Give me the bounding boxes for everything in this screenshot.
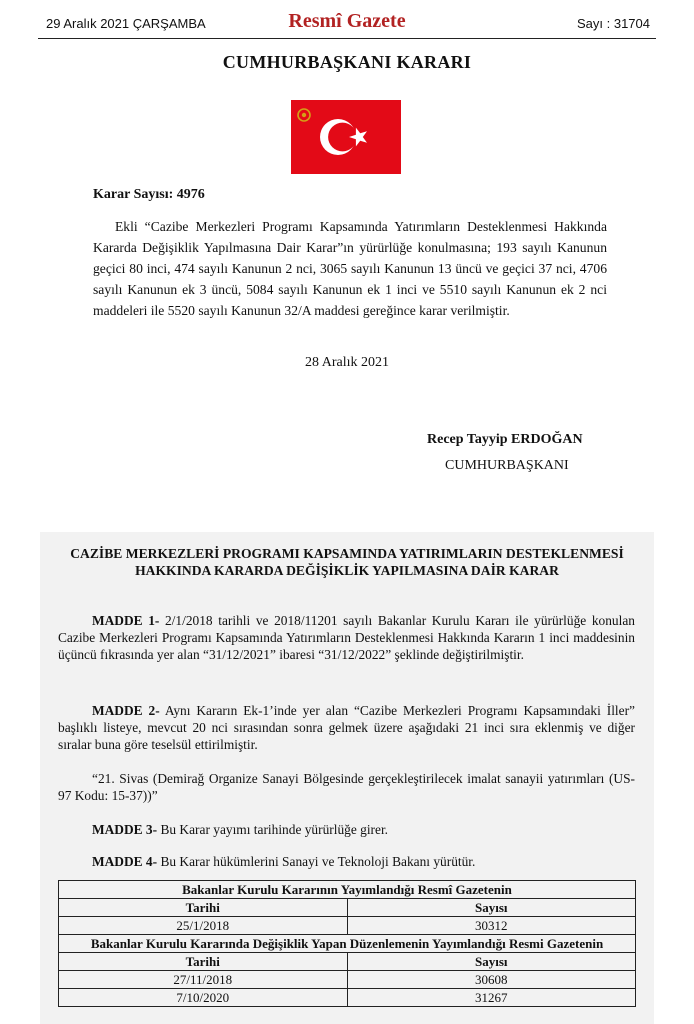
column-header-number: Sayısı — [347, 953, 636, 971]
decision-date: 28 Aralık 2021 — [305, 355, 389, 370]
table-cell-number: 30608 — [347, 971, 636, 989]
article-text: Bu Karar yayımı tarihinde yürürlüğe girer. — [160, 822, 389, 837]
column-header-number: Sayısı — [347, 899, 636, 917]
column-header-date: Tarihi — [59, 953, 348, 971]
article-3 — [58, 821, 635, 838]
table-row — [59, 953, 636, 971]
table-heading: Bakanlar Kurulu Kararının Yayımlandığı Resmî Gazetenin — [59, 881, 636, 899]
article-text: 2/1/2018 tarihli ve 2018/11201 sayılı Bakanlar Kurulu Kararı ile yürürlüğe konulan Cazibe Merkezleri Programı Kapsamında Yatırımların Desteklenmesi Hakkında Kararın 1 inci maddesinin üçüncü fıkrasında yer alan “31/12/2021” ibaresi “31/12/2022” şeklinde değiştirilmiştir. — [58, 613, 635, 662]
table-cell-number: 31267 — [347, 989, 636, 1007]
decree-preamble: Ekli “Cazibe Merkezleri Programı Kapsamında Yatırımların Desteklenmesi Hakkında Kararda Değişiklik Yapılmasına Dair Karar”ın yürürlüğe konulmasına; 193 sayılı Kanunun geçici 80 inci, 474 sayılı Kanunun 2 nci, 3065 sayılı Kanunun 13 üncü ve geçici 37 nci, 4706 sayılı Kanunun ek 3 üncü, 5084 sayılı Kanunun ek 1 inci ve 5510 sayılı Kanunun ek 2 nci maddeleri ile 5520 sayılı Kanunun 32/A maddesi gereğince karar verilmiştir. — [93, 219, 607, 318]
decree-number: Karar Sayısı: 4976 — [93, 187, 205, 202]
table-cell-date: 27/11/2018 — [59, 971, 348, 989]
column-header-date: Tarihi — [59, 899, 348, 917]
turkish-flag-icon — [291, 100, 401, 174]
table-row — [59, 881, 636, 899]
header-date: 29 Aralık 2021 ÇARŞAMBA — [46, 16, 206, 31]
article-label: MADDE 4- — [92, 854, 158, 869]
article-label: MADDE 1- — [92, 613, 160, 628]
article-2-quote — [58, 770, 635, 804]
article-label: MADDE 2- — [92, 703, 160, 718]
article-text: Bu Karar hükümlerini Sanayi ve Teknoloji Bakanı yürütür. — [160, 854, 476, 869]
table-cell-date: 25/1/2018 — [59, 917, 348, 935]
article-text: Aynı Kararın Ek-1’inde yer alan “Cazibe Merkezleri Programı Kapsamındaki İller” başlıklı listeye, mevcut 20 nci sırasından sonra gelmek üzere aşağıdaki 21 inci sıra eklenmiş ve diğer sıralar buna göre teselsül ettirilmiştir. — [58, 703, 635, 752]
table-row — [59, 899, 636, 917]
article-2 — [58, 702, 635, 753]
decision-title: CUMHURBAŞKANI KARARI — [222, 52, 472, 72]
article-1 — [58, 612, 635, 663]
article-4 — [58, 853, 635, 870]
article-label: MADDE 3- — [92, 822, 158, 837]
gazette-title: Resmî Gazete — [288, 10, 406, 32]
table-cell-number: 30312 — [347, 917, 636, 935]
issue-number: Sayı : 31704 — [577, 16, 650, 31]
gazette-header — [38, 8, 656, 39]
table-row — [59, 989, 636, 1007]
table-cell-date: 7/10/2020 — [59, 989, 348, 1007]
table-heading: Bakanlar Kurulu Kararında Değişiklik Yapan Düzenlemenin Yayımlandığı Resmi Gazetenin — [59, 935, 636, 953]
quoted-entry: “21. Sivas (Demirağ Organize Sanayi Bölgesinde gerçekleştirilecek imalat sanayii yatırımları (US-97 Kodu: 15-37))” — [58, 771, 635, 803]
table-row — [59, 971, 636, 989]
signer-name: Recep Tayyip ERDOĞAN — [427, 432, 583, 447]
table-row — [59, 935, 636, 953]
table-row — [59, 917, 636, 935]
annex-title: CAZİBE MERKEZLERİ PROGRAMI KAPSAMINDA YATIRIMLARIN DESTEKLENMESİ HAKKINDA KARARDA DEĞİŞİKLİK YAPILMASINA DAİR KARAR — [70, 546, 624, 578]
signer-title: CUMHURBAŞKANI — [445, 458, 569, 473]
gazette-reference-table — [58, 880, 636, 1007]
